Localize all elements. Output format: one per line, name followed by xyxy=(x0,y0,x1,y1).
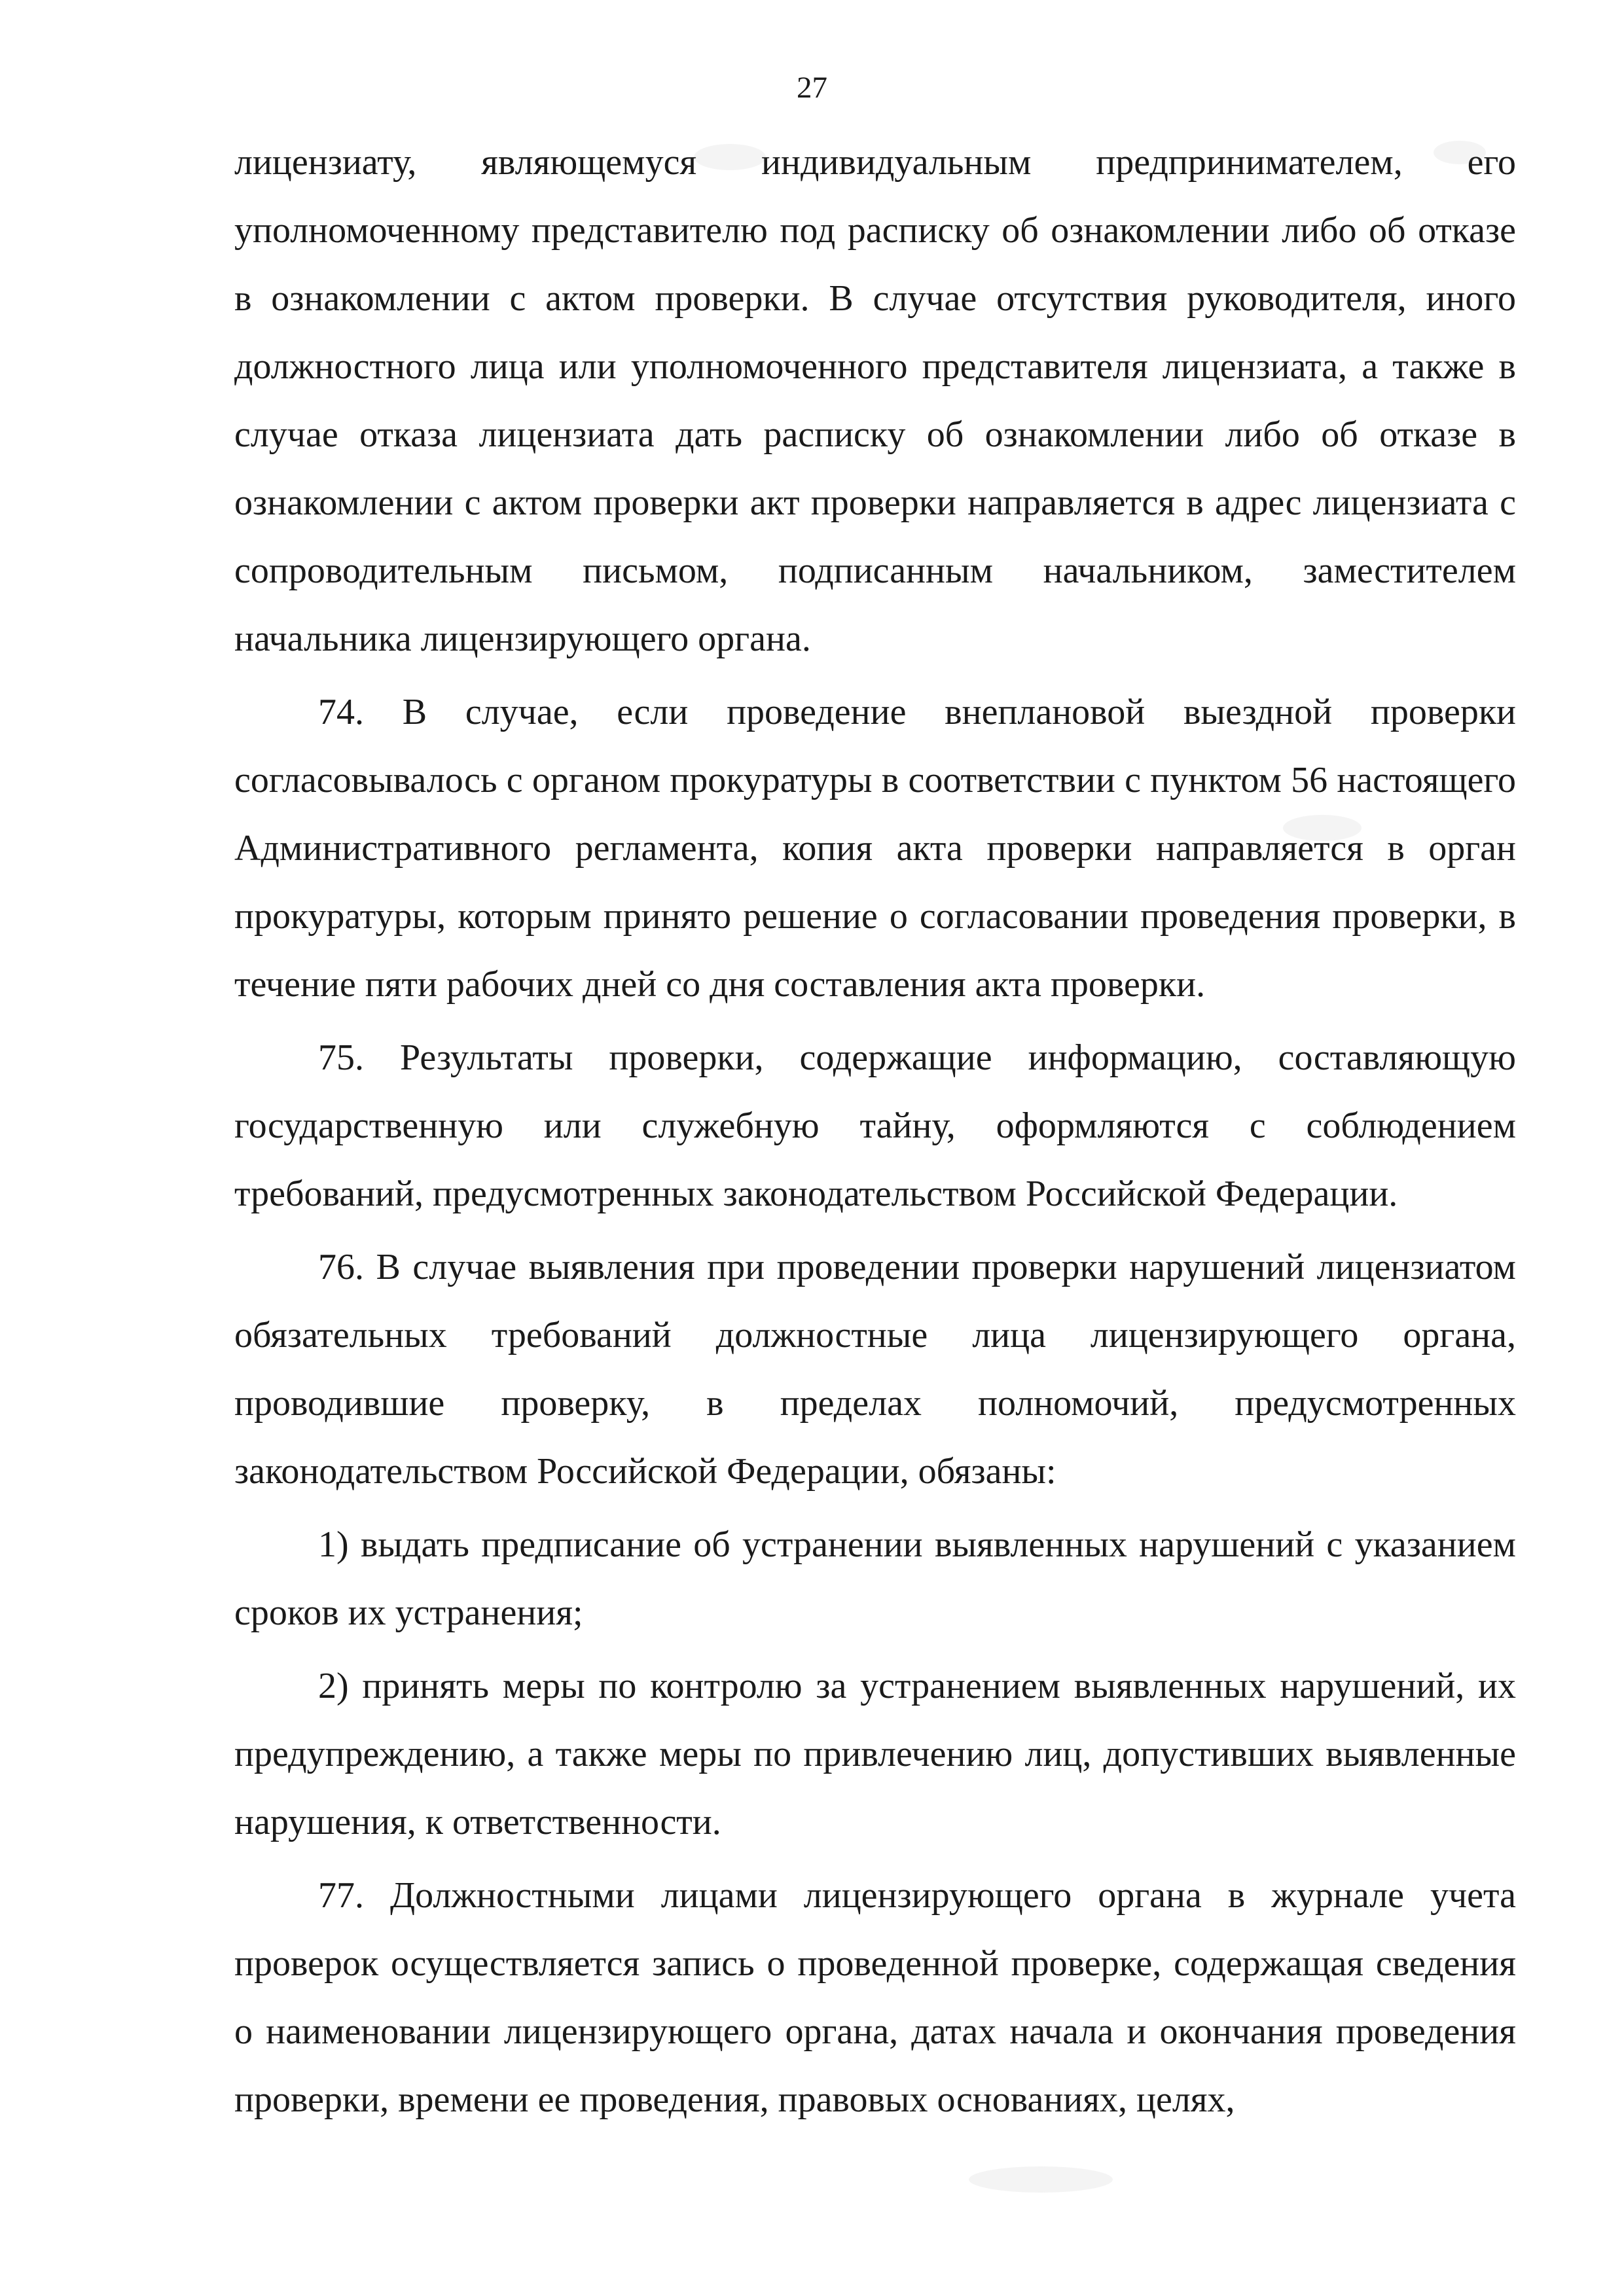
scan-artifact xyxy=(969,2166,1113,2193)
paragraph-74: 74. В случае, если проведение внеплановой выездной проверки согласовывалось с органом прокуратуры в соответствии с пунктом 56 настоящего Административного регламента, копия акта проверки направляется в орган прокуратуры, которым принято решение о согласовании проведения проверки, в течение пяти рабочих дней со дня составления акта проверки. xyxy=(234,692,1516,1005)
scan-artifact xyxy=(1434,141,1486,164)
scan-artifact xyxy=(694,144,766,170)
page-number: 27 xyxy=(797,71,827,105)
document-body xyxy=(234,128,1516,2134)
scan-artifact xyxy=(1283,815,1362,841)
paragraph-77: 77. Должностными лицами лицензирующего органа в журнале учета проверок осуществляется запись о проведенной проверке, содержащая сведения о наименовании лицензирующего органа, датах начала и окончания проведения проверки, времени ее проведения, правовых основаниях, целях, xyxy=(234,1875,1516,2120)
paragraph-76: 76. В случае выявления при проведении проверки нарушений лицензиатом обязательных требований должностные лица лицензирующего органа, проводившие проверку, в пределах полномочий, предусмотренных законодательством Российской Федерации, обязаны: xyxy=(234,1247,1516,1492)
list-item-2: 2) принять меры по контролю за устранением выявленных нарушений, их предупреждению, а также меры по привлечению лиц, допустивших выявленные нарушения, к ответственности. xyxy=(234,1666,1516,1842)
list-item-1: 1) выдать предписание об устранении выявленных нарушений с указанием сроков их устранения; xyxy=(234,1524,1516,1633)
paragraph-continuation: лицензиату, являющемуся индивидуальным предпринимателем, его уполномоченному представителю под расписку об ознакомлении либо об отказе в ознакомлении с актом проверки. В случае отсутствия руководителя, иного должностного лица или уполномоченного представителя лицензиата, а также в случае отказа лицензиата дать расписку об ознакомлении либо об отказе в ознакомлении с актом проверки акт проверки направляется в адрес лицензиата с сопроводительным письмом, подписанным начальником, заместителем начальника лицензирующего органа. xyxy=(234,142,1516,659)
paragraph-75: 75. Результаты проверки, содержащие информацию, составляющую государственную или служебную тайну, оформляются с соблюдением требований, предусмотренных законодательством Российской Федерации. xyxy=(234,1037,1516,1214)
